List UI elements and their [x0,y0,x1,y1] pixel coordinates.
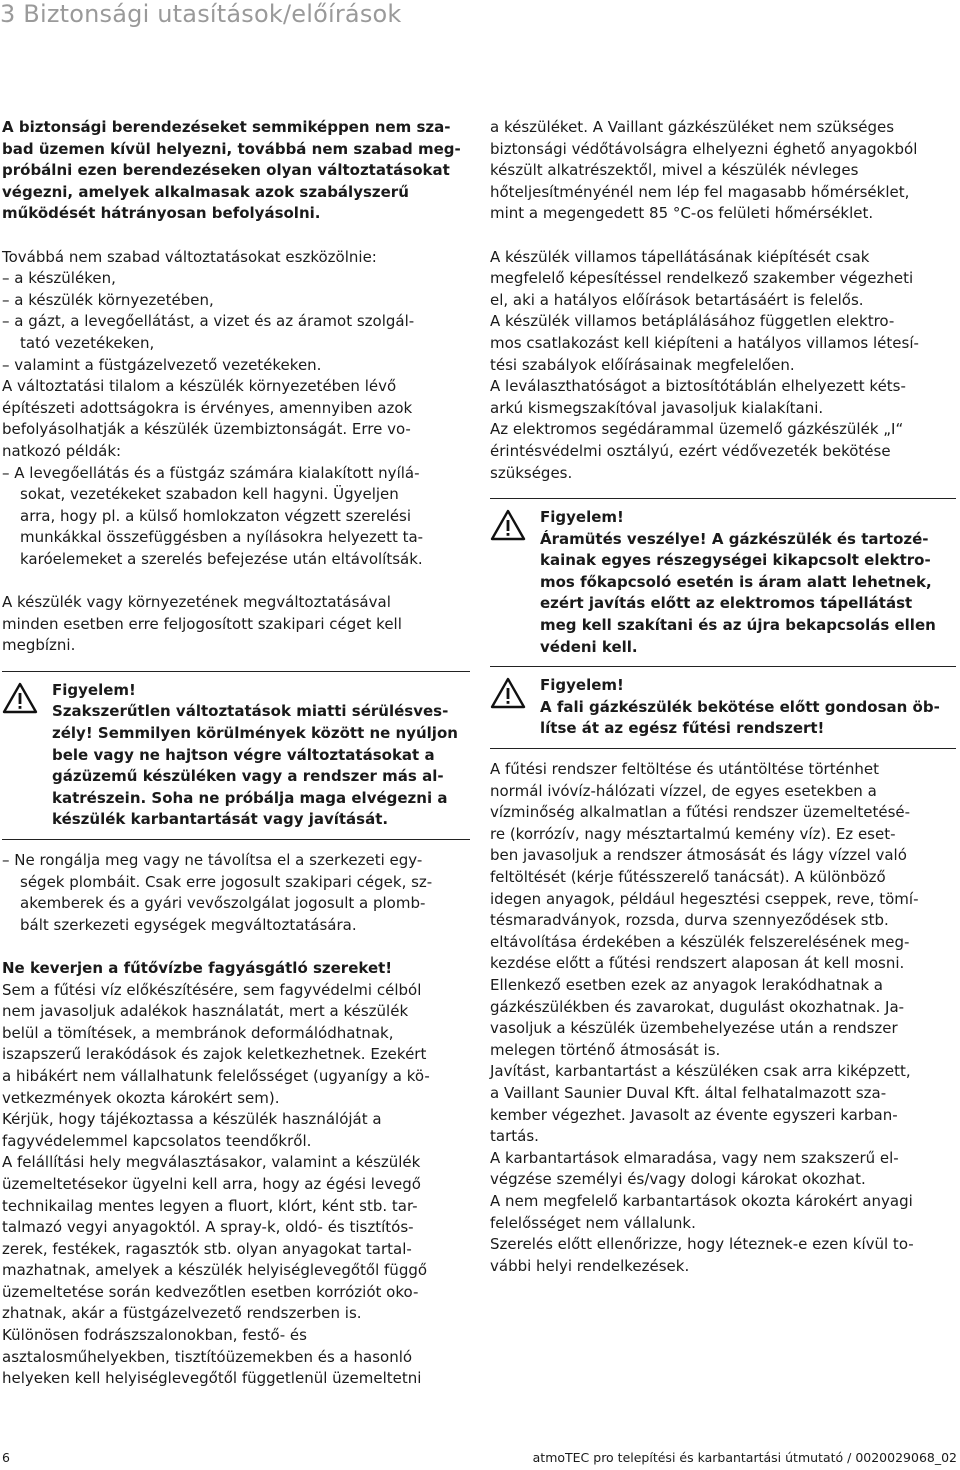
divider [2,839,470,840]
warning-box [2,680,470,831]
text-line: vábbi helyi rendelkezések. [490,1256,690,1275]
text-line: kezdése előtt a fűtési rendszert alaposan át kell mosni. [490,954,905,973]
divider [490,666,956,667]
warning-line: kainak egyes részegységei kikapcsolt elektro- [540,551,931,570]
text-line: eltávolítása érdekében a készülék felszerelésének meg- [490,932,910,951]
warning-heading: Figyelem! [540,676,624,695]
text-line: építészeti adottságokra is érvényes, amennyiben azok [2,398,413,417]
text-line: idegen anyagok, például hegesztési cseppek, reve, tömí- [490,889,919,908]
modification-paragraph [2,247,470,571]
text-line: vízminőség alkalmatlan a fűtési rendszer üzemeltetésé- [490,803,911,822]
list-item: – a gázt, a levegőellátást, a vizet és az áramot szolgál- [2,312,415,331]
text-line: mos csatlakozást kell kiépíteni a hatályos villamos létesí- [490,333,919,352]
divider [490,748,956,749]
text-line: normál ivóvíz-hálózati vízzel, de egyes esetekben a [490,781,877,800]
text-line: A karbantartások elmaradása, vagy nem szakszerű el- [490,1148,899,1167]
text-line: vetkezmények okozta károkért sem). [2,1088,280,1107]
text-line: minden esetben erre feljogosított szakipari céget kell [2,614,402,633]
text-line: natkozó példák: [2,441,122,460]
text-line: belül a tömítések, a membránok deformálódhatnak, [2,1023,394,1042]
text-line: Szerelés előtt ellenőrizze, hogy léteznek-e ezen kívül to- [490,1235,914,1254]
text-line: Sem a fűtési víz előkészítésére, sem fagyvédelmi célból [2,980,422,999]
text-line: befolyásolhatják a készülék üzembiztonságát. Erre vo- [2,420,411,439]
list-item-cont: tató vezetékeken, [20,333,155,352]
text-line: Javítást, karbantartást a készüléken csak arra kiképzett, [490,1062,911,1081]
page-title: 3 Biztonsági utasítások/előírások [0,0,402,28]
text-line: megfelelő képesítéssel rendelkező szakember végezheti [490,269,914,288]
text-line: bad üzemen kívül helyezni, továbbá nem szabad meg- [2,139,461,158]
authorization-paragraph [2,592,470,657]
text-line: A fűtési rendszer feltöltése és utántöltése történhet [490,760,879,779]
text-line: működését hátrányosan befolyásolni. [2,204,321,223]
text-line: mint a megengedett 85 °C-os felületi hőmérséklet. [490,204,874,223]
warning-heading: Figyelem! [540,508,624,527]
text-line: nem javasoljuk adalékok használatát, mert a készülék [2,1002,409,1021]
text-line: talmazó vegyi anyagoktól. A spray-k, oldó- és tisztítós- [2,1218,414,1237]
text-line: A változtatási tilalom a készülék környezetében lévő [2,377,397,396]
text-line: re (korrózív, nagy mésztartalmú kemény víz). Ez eset- [490,824,896,843]
list-item-cont: munkákkal összefüggésben a nyílásokra helyezett ta- [20,528,424,547]
antifreeze-heading: Ne keverjen a fűtővízbe fagyásgátló szereket! [2,958,393,977]
text-line: próbálni ezen berendezéseken olyan változtatásokat [2,161,450,180]
list-item: – A levegőellátás és a füstgáz számára kialakított nyílá- [2,463,420,482]
text-line: érintésvédelmi osztályú, ezért védővezeték bekötése [490,441,891,460]
page-number: 6 [2,1450,10,1465]
list-item-cont: bált szerkezeti egységek megváltoztatására. [20,915,357,934]
list-item: – a készüléken, [2,269,116,288]
divider [490,498,956,499]
warning-line: lítse át az egész fűtési rendszert! [540,719,825,738]
text-line: fagyvédelemmel kapcsolatos teendőkről. [2,1131,312,1150]
flushing-paragraph [490,759,956,1277]
text-line: Ellenkező esetben ezek az anyagok lerakódhatnak a [490,975,883,994]
text-line: a hibákért nem vállalhatunk felelősséget (ugyanígy a kö- [2,1066,430,1085]
text-line: gázkészülékben és zavarokat, dugulást okozhatnak. Ja- [490,997,905,1016]
warning-heading: Figyelem! [52,680,136,699]
text-line: tartás. [490,1127,539,1146]
text-line: technikailag mentes legyen a fluort, klórt, ként stb. tar- [2,1196,418,1215]
text-line: üzemeltetésekor ügyelni kell arra, hogy az égési levegő [2,1174,421,1193]
text-line: felelősséget nem vállalunk. [490,1213,696,1232]
text-line: A készülék villamos betáplálásához független elektro- [490,312,895,331]
text-line: A nem megfelelő karbantartások okozta károkért anyagi [490,1191,913,1210]
text-line: melegen történő átmosását is. [490,1040,721,1059]
warning-line: Áramütés veszélye! A gázkészülék és tartozé- [540,529,929,548]
text-line: A készülék vagy környezetének megváltoztatásával [2,593,391,612]
warning-triangle-icon [490,509,526,541]
warning-line: A fali gázkészülék bekötése előtt gondosan öb- [540,697,940,716]
warning-box [490,675,956,740]
text-line: tési szabályok előírásainak megfelelően. [490,355,795,374]
text-line: biztonsági védőtávolságra elhelyezni éghető anyagokból [490,139,918,158]
seal-paragraph [2,850,470,936]
list-item: – Ne rongálja meg vagy ne távolítsa el a szerkezeti egy- [2,851,423,869]
warning-line: zély! Semmilyen körülmények között ne nyúljon [52,724,458,743]
text-line: Különösen fodrászszalonokban, festő- és [2,1326,307,1345]
text-line: asztalosműhelyekben, tisztítóüzemekben és a hasonló [2,1347,413,1366]
warning-line: katrészein. Soha ne próbálja maga elvégezni a [52,788,448,807]
clearance-paragraph [490,117,956,225]
divider [2,671,470,672]
warning-line: védeni kell. [540,637,638,656]
list-item-cont: sokat, vezetékeket szabadon kell hagyni. Ügyeljen [20,485,399,504]
text-line: a Vaillant Saunier Duval Kft. által felhatalmazott sza- [490,1083,887,1102]
text-line: készült alkatrészektől, mivel a készülék névleges [490,161,859,180]
list-item-cont: ségek plombáit. Csak erre jogosult szakipari cégek, sz- [20,872,433,891]
text-line: a készüléket. A Vaillant gázkészüléket nem szükséges [490,118,895,136]
text-line: mazhatnak, amelyek a készülék helyiséglevegőtől függő [2,1261,428,1280]
text-line: ben javasoljuk a rendszer átmosását és lágy vízzel való [490,846,907,865]
text-line: kember végezhet. Javasolt az évente egyszeri karban- [490,1105,898,1124]
text-line: helyeken kell helyiséglevegőtől függetlenül üzemeltetni [2,1369,422,1388]
warning-line: bele vagy ne hajtson végre változtatásokat a [52,745,435,764]
list-item: – a készülék környezetében, [2,290,214,309]
text-line: megbízni. [2,636,76,655]
list-item-cont: arra, hogy pl. a külső homlokzaton végzett szerelési [20,506,412,525]
text-line: arkú kismegszakítóval javasoljuk kialakítani. [490,398,824,417]
antifreeze-paragraph [2,980,470,1390]
warning-box [490,507,956,658]
text-line: Továbbá nem szabad változtatásokat eszközölnie: [2,247,377,266]
warning-line: meg kell szakítani és az újra bekapcsolás ellen [540,616,936,635]
text-line: végezni, amelyek alkalmasak azok szabályszerű [2,182,409,201]
electrical-paragraph [490,247,956,485]
warning-triangle-icon [2,682,38,714]
list-item-cont: karóelemeket a szerelés befejezése után eltávolítsák. [20,549,423,568]
text-line: végzése személyi és/vagy dologi károkat okozhat. [490,1170,866,1189]
text-line: iszapszerű lerakódások és zajok keletkezhetnek. Ezekért [2,1045,427,1064]
text-line: Kérjük, hogy tájékoztassa a készülék használóját a [2,1110,382,1129]
list-item: – valamint a füstgázelvezető vezetékeken. [2,355,322,374]
text-line: tésmaradványok, rozsda, durva szennyeződések stb. [490,911,889,930]
right-column [490,117,956,1277]
text-line: üzemeltetése során kedvezőtlen esetben korróziót oko- [2,1282,419,1301]
warning-triangle-icon [490,677,526,709]
text-line: A felállítási hely megválasztásakor, valamint a készülék [2,1153,421,1172]
warning-line: ezért javítás előtt az elektromos tápellátást [540,594,913,613]
text-line: Az elektromos segédárammal üzemelő gázkészülék „I“ [490,420,904,439]
text-line: feltöltését (kérje fűtésszerelő tanácsát). A különböző [490,868,886,886]
document-reference: atmoTEC pro telepítési és karbantartási útmutató / 0020029068_02 [532,1450,957,1465]
text-line: A biztonsági berendezéseket semmiképpen nem sza- [2,118,451,136]
warning-line: készülék karbantartását vagy javítását. [52,810,389,829]
text-line: szükséges. [490,463,573,482]
left-column [2,117,470,1390]
intro-bold-paragraph [2,117,470,225]
text-line: A leválaszthatóságot a biztosítótáblán elhelyezett kéts- [490,377,906,396]
text-line: zhatnak, akár a füstgázelvezető rendszerben is. [2,1304,362,1323]
text-line: A készülék villamos tápellátásának kiépítését csak [490,247,870,266]
warning-line: mos főkapcsoló esetén is áram alatt lehetnek, [540,572,932,591]
warning-line: Szakszerűtlen változtatások miatti sérülésves- [52,702,449,721]
text-line: hőteljesítményénél nem lép fel magasabb hőmérséklet, [490,182,910,201]
list-item-cont: akemberek és a gyári vevőszolgálat jogosult a plomb- [20,894,426,913]
text-line: el, aki a hatályos előírások betartásáért is felelős. [490,290,864,309]
text-line: zerek, festékek, ragasztók stb. olyan anyagokat tartal- [2,1239,412,1258]
text-line: vasoljuk a készülék üzembehelyezése után a rendszer [490,1019,898,1038]
warning-line: gázüzemű készüléken vagy a rendszer más al- [52,767,444,786]
